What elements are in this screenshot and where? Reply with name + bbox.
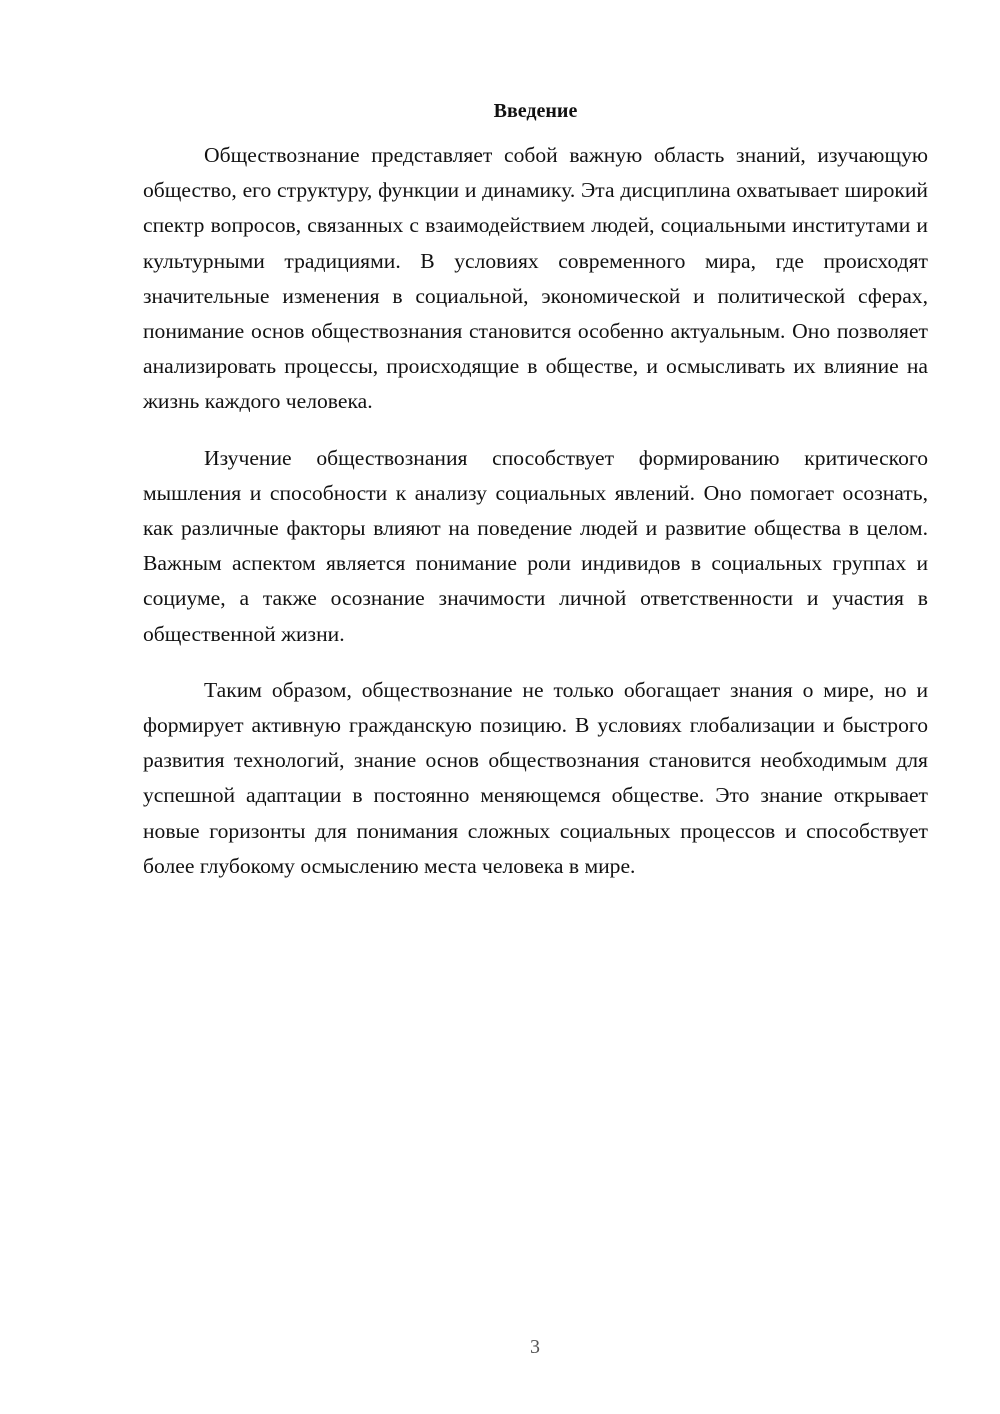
paragraph-2: Изучение обществознания способствует формированию критического мышления и способности к анализу социальных явлений. Оно помогает осознать, как различные факторы влияют на поведение людей и развитие общества в целом. Важным аспектом является понимание роли индивидов в социальных группах и социуме, а также осознание значимости личной ответственности и участия в общественной жизни.	[143, 445, 928, 646]
page-number: 3	[530, 1336, 540, 1358]
paragraph-3: Таким образом, обществознание не только обогащает знания о мире, но и формирует активную гражданскую позицию. В условиях глобализации и быстрого развития технологий, знание основ обществознания становится необходимым для успешной адаптации в постоянно меняющемся обществе. Это знание открывает новые горизонты для понимания сложных социальных процессов и способствует более глубокому осмыслению места человека в мире.	[143, 677, 928, 878]
page-content	[143, 95, 928, 905]
paragraph-1: Обществознание представляет собой важную область знаний, изучающую общество, его структуру, функции и динамику. Эта дисциплина охватывает широкий спектр вопросов, связанных с взаимодействием людей, социальными институтами и культурными традициями. В условиях современного мира, где происходят значительные изменения в социальной, экономической и политической сферах, понимание основ обществознания становится особенно актуальным. Оно позволяет анализировать процессы, происходящие в обществе, и осмысливать их влияние на жизнь каждого человека.	[143, 143, 928, 414]
section-heading: Введение	[493, 100, 578, 122]
